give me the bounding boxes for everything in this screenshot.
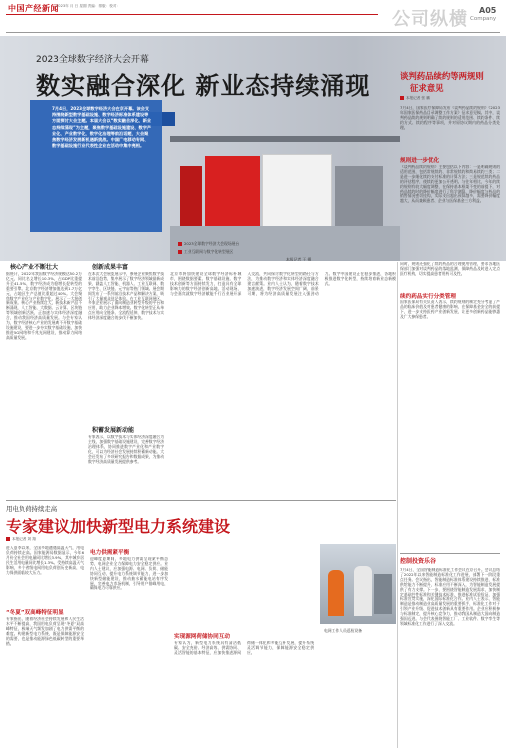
bottom-body-2: 迎峰度夏期间，多地电力供需呈现紧平衡态势，电网企业全力保障电力安全稳定供应。业内人士建议，应加强电源、电网、负荷、储能协同互动，提升电力系统调节能力，进一步加快新型储能建设，推动抽水蓄能电站有序发展，完善电力市场机制，引导用户错峰用电，确保电力可靠供应。 xyxy=(90,557,168,591)
booth-dark-wall xyxy=(335,166,383,226)
section-name: 公司纵横 xyxy=(392,9,468,30)
bottom-byline: 本报记者 刘 翔 xyxy=(6,537,36,542)
bottom-subhead-2: 电力供需紧平衡 xyxy=(90,550,130,556)
masthead-rule-gray xyxy=(6,32,500,33)
left-col-body: 据统计，2022年我国数字经济规模达50.2万亿元，同比名义增长10.3%，占GDP比重提升至41.5%，数字经济成为稳增长促转型的重要引擎。北京数字经济增加值达到1.7万亿元，占地区生产总值比重超过40%。大会聚焦数字产业化与产业数字化，展示了一大批创新成果。核心产业持续壮大，新技术新产品不断涌现，人工智能、大数据、云计算、区块链等领域创新活跃，正加速与实体经济深度融合，推动我国经济高质量发展。与会专家认为，数字经济核心产业的发展离不开数字基础设施建设，要进一步夯实数字基础设施，加快推进5G网络和千兆光网建设，推动算力网络高质量发展。 xyxy=(6,272,82,340)
right-top-subhead-2: 续约药品实行分类管理 xyxy=(400,294,456,300)
hero-intro-text: 7月4日，2023全球数字经济大会在京开幕。该会支持围绕新型数字基础设施、数字经济标准体系建设等方面探讨大会主题。本届大会以“数实融合深化、新业态持续涌现”为主题，聚焦数字基础设施建设、数字产业化、产业数字化，数字化治理等前沿话题，大会聚焦数字经济发展新机遇新挑战。中国广电移动专网、数字基础设施行业代表性企业在活动中集中亮相。 xyxy=(52,106,152,149)
bottom-photo xyxy=(320,544,396,624)
right-bottom-title: 控制投资乐谷 xyxy=(400,558,437,565)
right-top-subhead-1: 规则进一步优化 xyxy=(400,158,440,164)
bottom-subhead-3: 实现源网荷储协同互动 xyxy=(174,634,230,640)
right-bottom-article xyxy=(400,556,500,748)
mid-col-title: 创新成果丰富 xyxy=(92,264,129,271)
byline-marker-icon xyxy=(400,96,404,100)
bottom-headline: 专家建议加快新型电力系统建设 xyxy=(6,517,231,536)
right-top-article xyxy=(400,60,500,320)
right-top-body-2: 《谈判药品续约规则》主要包括以下内容：一是明确规则的适用范围，包括常规续约、非常规续约和简易续约三类；二是进一步细化续约支付标准的计算方法；三是规范续约药品的评估程序，使续约更加公开透明。与往年相比，今年的续约规则有较大幅度调整，在保持基本框架不变的前提下，对药品续约时的降价幅度进行了科学测算，降价幅度与药品的销售情况密切挂钩，实际支出超出预算越多，需要降价幅度越大，从而兼顾患者、企业与医保基金三方利益。 xyxy=(400,165,500,204)
page-number: A05 xyxy=(479,6,497,15)
mid-column xyxy=(88,262,164,497)
ceiling-truss xyxy=(170,136,400,142)
right-top-body-4: 国家医保局有关负责人表示，续约规则的制定充分考虑了产品的临床价值及对患者健康的影响，在保障基金安全的前提下，进一步支持医药产业创新发展，让更多创新药品能够惠及广大参保患者。 xyxy=(400,300,500,319)
worker-1 xyxy=(328,570,344,616)
left-col-title: 核心产业不断壮大 xyxy=(10,264,59,271)
bottom-article xyxy=(6,504,396,748)
mid2-col-body: 北京市将加快建设全球数字经济标杆城市，围绕数据要素、数字基础设施、数字技术创新等方面持续发力，打造具有全球影响力的数字经济创新高地。活动现场，与会嘉宾就数字经济赋能千行百业展开深入交流，共同探讨数字化转型的路径与方法，为推动数字经济和实体经济深度融合建言献策。业内人士认为，随着数字技术加速演进，数字经济发展空间广阔，前景可期，将为经济高质量发展注入强劲动力。数字中国建设正在稳步推进，各地积极推进数字化转型，持续培育新业态新模式。 xyxy=(170,272,396,296)
right-top-body-1: 7月4日，国家医疗保障局发布《谈判药品续约规则》《2023年国家医保药品目录调整工作方案》征求意见稿。其中，谈判药品续约规则明确了续约规则的适用范围、续约条件、续约方式、续约程序等事项，并对原协议期内的药品分类处理。 xyxy=(400,106,500,130)
mid-col-body-2: 专家表示，以数字技术与实体经济深度融合为主线，加强数字基础设施建设，完善数字经济治理体系，协同推进数字产业化和产业数字化，可以为经济社会发展持续积蓄新动能。大会还发布了多项研究报告和数据成果，为推动数字经济高质量发展提供参考。 xyxy=(88,435,164,464)
right-bottom-body: 7月4日，全国智能制造标准化工作会议在京召开。会议总结了2022年以来智能制造标准化工作进展，部署下一阶段重点任务。会议指出，智能制造标准体系建设持续推进，标准供给能力不断提升，标准应用不断深入，为智能制造发展提供了有力支撑。下一步，要围绕智能制造发展需求，加快制定基础共性标准和关键技术标准，推进标准试验验证，加强标准宣贯实施，深化国际标准化合作。业内人士表示，智能制造是推动制造业高质量发展的重要抓手，标准化工作对于引领产业升级、促进技术创新具有重要作用。企业应积极参与标准制定，提升核心竞争力，推动我国从制造大国向制造强国迈进。与会代表围绕智能工厂、工业软件、数字孪生等领域标准化工作进行了深入交流。 xyxy=(400,568,500,626)
bottom-body: 进入夏季以来，全国多地遭遇高温天气，用电负荷持续走高。国家能源局数据显示，今年6月份全社会用电量同比增长3.9%，其中城乡居民生活用电量同比增长1.3%。受持续高温天气影响，多个省级电网用电负荷创历史新高，电力保供面临较大压力。 xyxy=(6,546,84,575)
booth-red-pillar xyxy=(180,166,202,231)
worker-2 xyxy=(354,566,372,616)
mid-col-subtitle: 积蓄发展新动能 xyxy=(92,427,135,434)
equipment xyxy=(374,574,392,614)
mid-col-body: 在本次大会展览展示中，参展企业聚焦数字技术前沿趋势，集中展示了数字经济领域最新成果，涵盖人工智能、机器人、工业互联网、数字孪生、区块链、元宇宙等热门领域。展会期间发布了一系列前沿技术产品和解决方案，吸引了大量观众驻足体验。在工业互联网展区，多家企业展示了面向制造业转型升级的平台和应用，助力企业降本增效。数字化转型正从单点应用向全链条、全流程延伸，数字技术与实体经济深度融合的步伐不断加快。 xyxy=(88,272,164,321)
bottom-kicker: 用电负荷持续走高 xyxy=(6,505,58,513)
right-bottom-rule xyxy=(400,553,500,554)
bottom-body-3: 专家认为，新型电力系统具有清洁低碳、安全充裕、经济高效、供需协同、灵活智能的基本特征，应加快推进源网荷储一体化和多能互补发展，提升系统灵活调节能力，保障能源安全稳定供应。 xyxy=(174,641,314,655)
right-top-title-2: 征求意见 xyxy=(410,83,444,93)
bottom-photo-caption: 电网工作人员巡检设备 xyxy=(324,628,362,633)
mid2-column xyxy=(170,262,396,497)
masthead-rule xyxy=(6,14,378,15)
caption-marker-icon xyxy=(178,250,182,254)
right-top-title-1: 谈判药品续约等两规则 xyxy=(400,71,484,81)
booth-red-wall xyxy=(205,156,260,228)
byline-marker-icon xyxy=(6,537,10,541)
bottom-body-1: 专家指出，随着经济社会持续发展和人民生活水平不断提高，我国用电负荷呈现“冬夏”双高峰特征，极端天气频发加剧了电力供需平衡的难度。构建新型电力系统，既是保障能源安全的需要，也是推动能源绿色低碳转型的重要举措。 xyxy=(6,617,84,646)
masthead-meta: 2023年 月 日 星期 责编：排版：校对： xyxy=(56,4,121,8)
right-top-body-3: 同时，规则还强化了续约药品的合理使用管理，要求各地医保部门加强对谈判药品的落地监测，保障药品及时进入定点医疗机构，切实提高患者用药可及性。 xyxy=(400,262,500,276)
booth-white-wall xyxy=(262,154,332,232)
caption-marker-icon xyxy=(178,242,182,246)
page-english: Company xyxy=(470,16,497,22)
hero-kicker: 2023全球数字经济大会开幕 xyxy=(36,55,149,65)
left-column xyxy=(6,262,82,497)
mid-divider xyxy=(6,500,396,501)
hero-caption-1: 2023全球数字经济大会现场展台 xyxy=(178,241,239,247)
hero-credit: 本报记者 王 摄 xyxy=(286,257,312,261)
hero-caption-2: 工业互联网与数字化转型展区 xyxy=(178,249,233,255)
bottom-subhead-1: “冬夏”双高峰特征明显 xyxy=(6,610,64,616)
hero-headline: 数实融合深化 新业态持续涌现 xyxy=(36,72,371,100)
right-top-byline: 本报记者 张 鹏 xyxy=(400,96,430,101)
masthead-logo: 中国产经新闻 xyxy=(8,3,59,13)
right-divider xyxy=(397,262,398,748)
masthead xyxy=(0,0,506,34)
